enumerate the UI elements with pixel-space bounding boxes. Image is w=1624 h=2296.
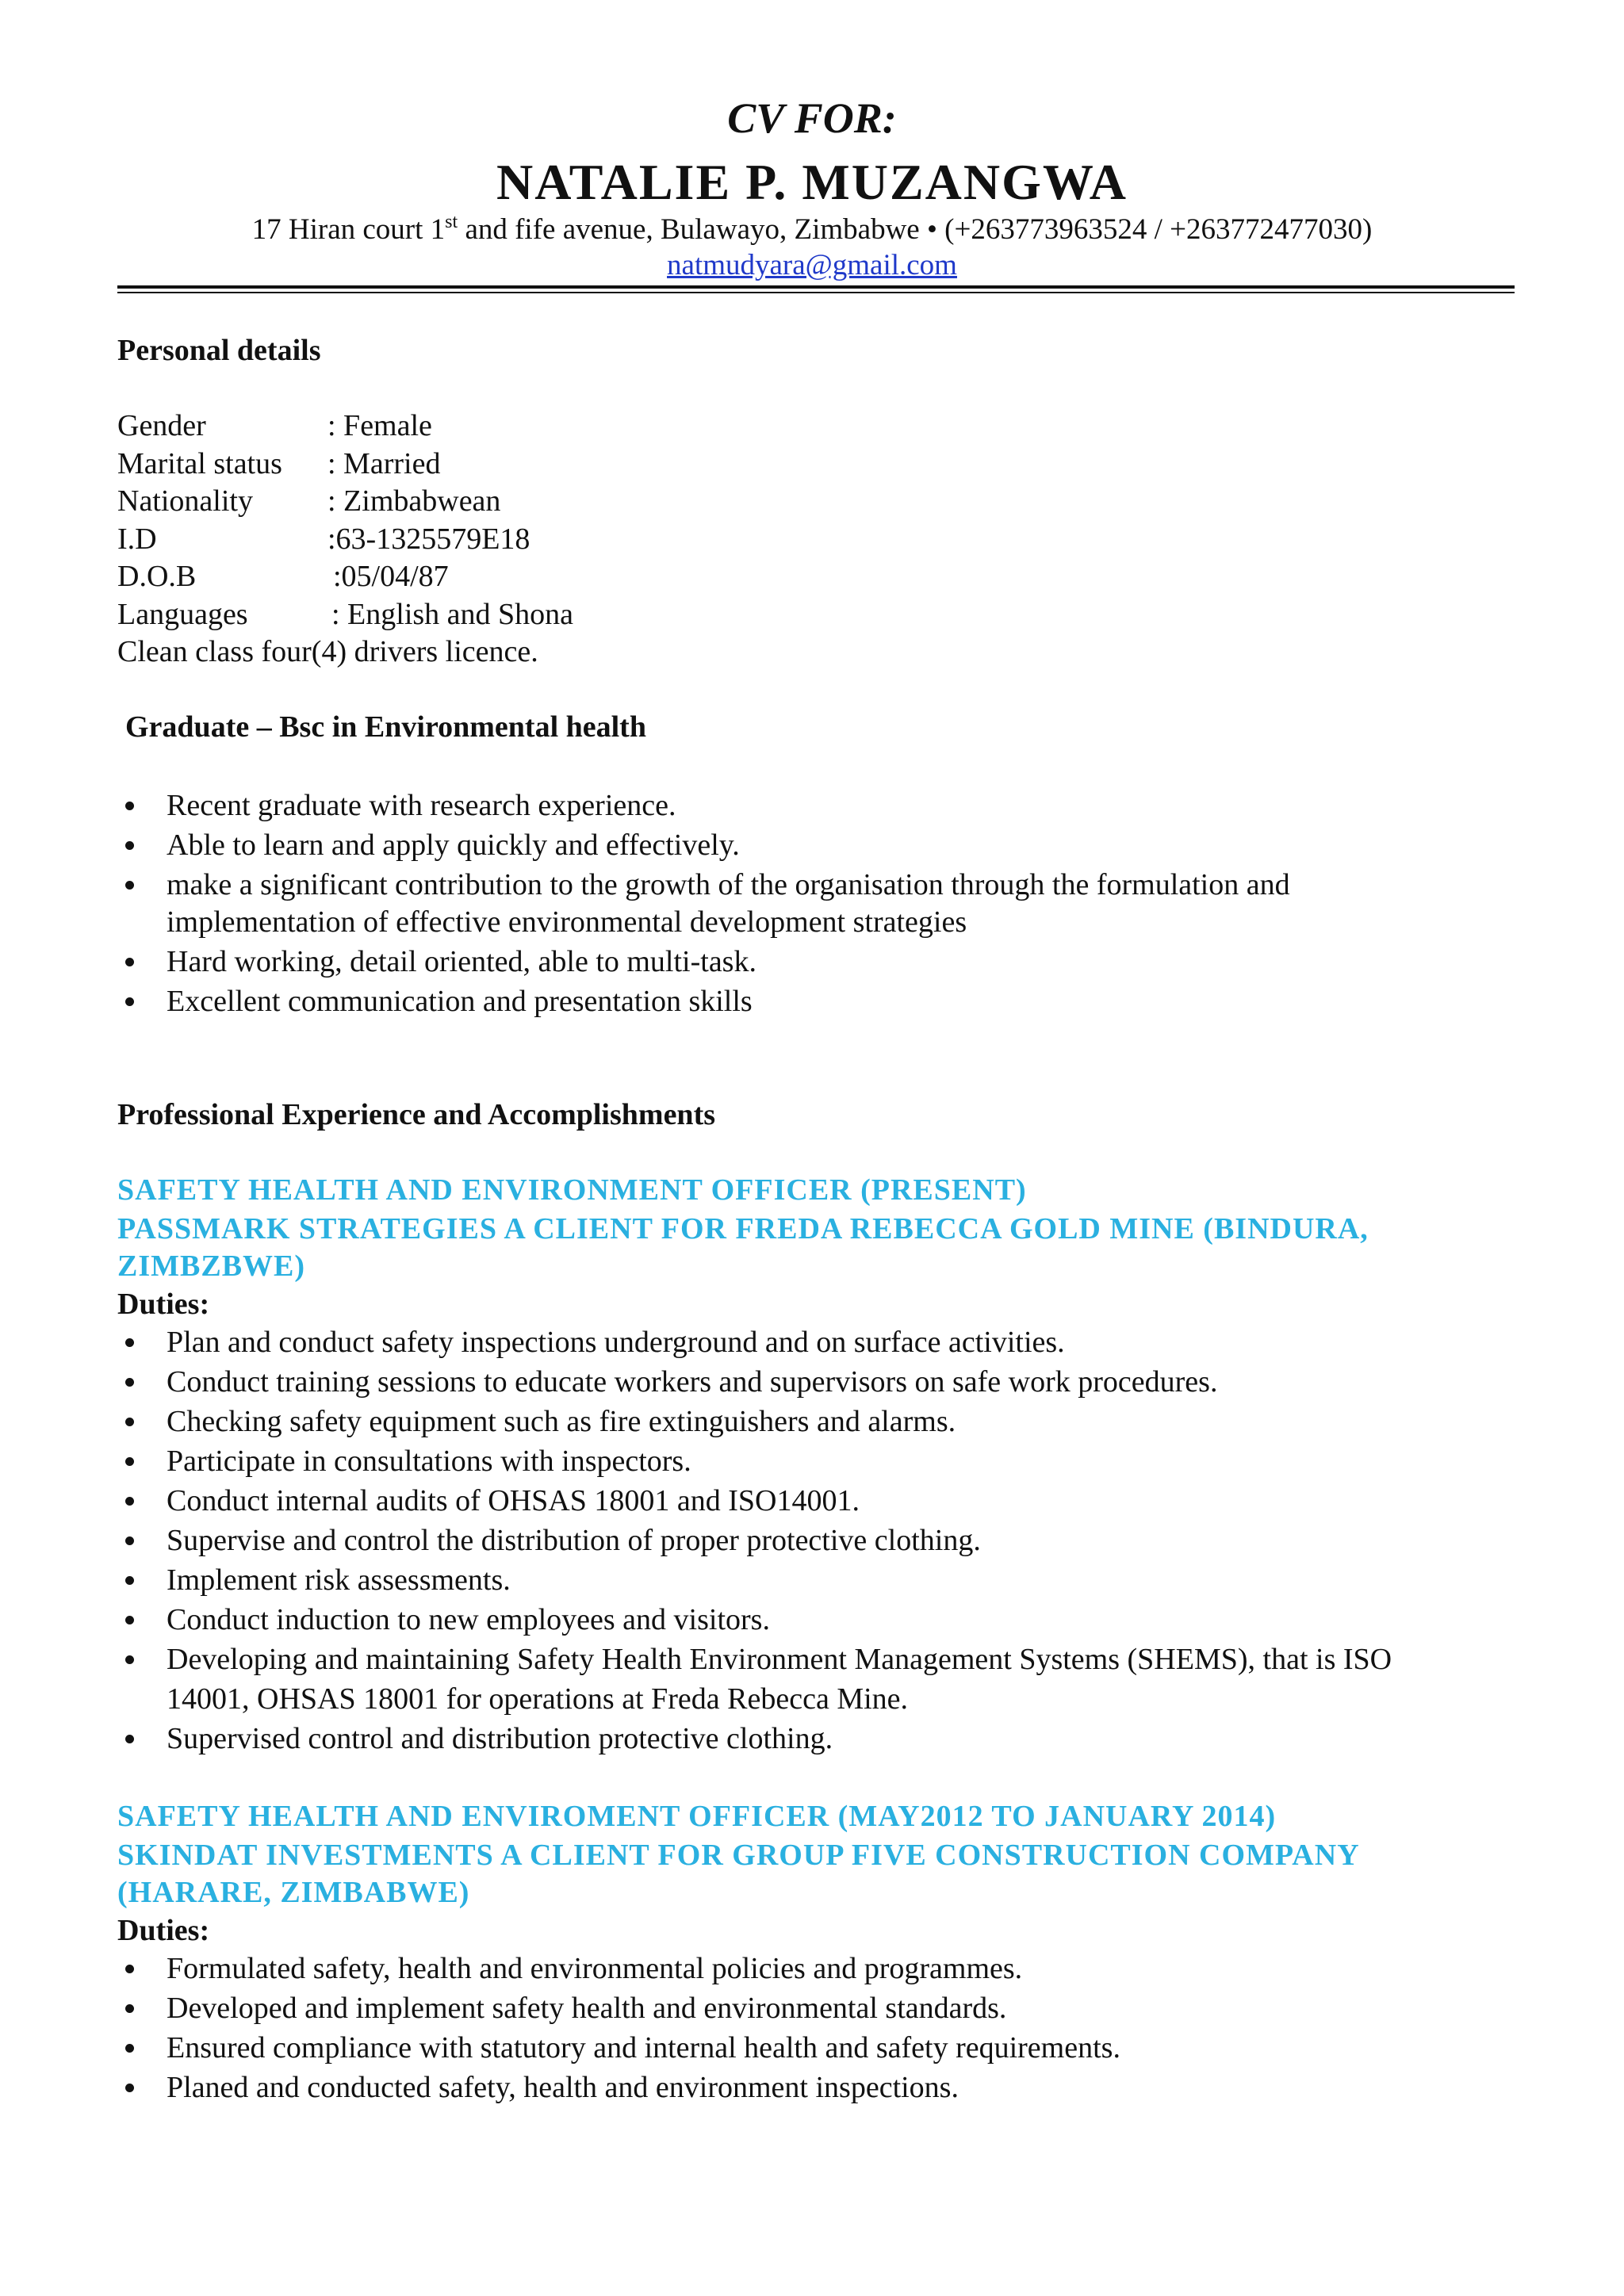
job2-duties-label: Duties: — [117, 1914, 210, 1947]
list-item-text: Hard working, detail oriented, able to multi-task. — [167, 945, 756, 978]
list-item — [117, 1640, 1513, 1679]
bullet-icon — [125, 1616, 134, 1624]
address-post: and fife avenue, Bulawayo, Zimbabwe • (+263773963524 / +263772477030) — [458, 213, 1373, 246]
list-item — [117, 1719, 1513, 1758]
list-item — [117, 1988, 1513, 2028]
bullet-icon — [125, 1378, 134, 1387]
bullet-icon — [125, 2084, 134, 2092]
list-item-text: implementation of effective environmental development strategies — [167, 905, 967, 939]
job2-title-line3: (HARARE, ZIMBABWE) — [117, 1876, 470, 1909]
gender-value: : Female — [327, 409, 432, 442]
bullet-icon — [125, 1576, 134, 1585]
languages-label: Languages — [117, 598, 248, 631]
candidate-name: NATALIE P. MUZANGWA — [496, 154, 1128, 210]
list-item — [117, 1521, 1513, 1560]
bullet-icon — [125, 802, 134, 810]
licence-text: Clean class four(4) drivers licence. — [117, 635, 538, 668]
bullet-icon — [125, 1735, 134, 1743]
bullet-icon — [125, 881, 134, 890]
list-item — [117, 1441, 1513, 1481]
list-item — [117, 865, 1513, 905]
list-item-text: make a significant contribution to the growth of the organisation through the formulation and — [167, 868, 1290, 901]
list-item-text: Supervised control and distribution protective clothing. — [167, 1722, 833, 1755]
address-sup: st — [445, 212, 458, 232]
list-item-text: Excellent communication and presentation skills — [167, 985, 753, 1018]
list-item — [117, 825, 1513, 865]
list-item — [117, 1949, 1513, 1988]
experience-heading: Professional Experience and Accomplishments — [117, 1098, 716, 1131]
list-item — [117, 982, 1513, 1021]
list-item — [117, 1322, 1513, 1362]
header-rule-thick — [117, 285, 1515, 289]
languages-value: : English and Shona — [331, 598, 574, 631]
marital-status-value: : Married — [327, 447, 441, 480]
bullet-icon — [125, 1457, 134, 1466]
dob-value: :05/04/87 — [333, 560, 449, 593]
job2-title-line1: SAFETY HEALTH AND ENVIROMENT OFFICER (MAY2012 TO JANUARY 2014) — [117, 1800, 1277, 1833]
list-item-text: Ensured compliance with statutory and internal health and safety requirements. — [167, 2031, 1120, 2064]
cv-for-title: CV FOR: — [727, 94, 897, 142]
job1-title-line3: ZIMBZBWE) — [117, 1249, 306, 1283]
list-item-text: Developed and implement safety health and environmental standards. — [167, 1992, 1007, 2025]
bullet-icon — [125, 1655, 134, 1664]
bullet-icon — [125, 997, 134, 1006]
job1-title-line2: PASSMARK STRATEGIES A CLIENT FOR FREDA REBECCA GOLD MINE (BINDURA, — [117, 1212, 1369, 1246]
graduate-bullet-list — [117, 786, 1513, 1021]
bullet-icon — [125, 958, 134, 966]
list-item-text: Conduct internal audits of OHSAS 18001 and ISO14001. — [167, 1484, 860, 1517]
list-item-text: Developing and maintaining Safety Health Environment Management Systems (SHEMS), that is ISO — [167, 1643, 1392, 1676]
job1-title-line1: SAFETY HEALTH AND ENVIRONMENT OFFICER (PRESENT) — [117, 1173, 1027, 1207]
list-item-text: Formulated safety, health and environmental policies and programmes. — [167, 1952, 1023, 1985]
list-item — [117, 1560, 1513, 1600]
personal-details-heading: Personal details — [117, 334, 321, 367]
job1-duties-label: Duties: — [117, 1288, 210, 1321]
list-item — [117, 942, 1513, 982]
list-item-text: Supervise and control the distribution of proper protective clothing. — [167, 1524, 981, 1557]
bullet-icon — [125, 2044, 134, 2053]
graduate-heading: Graduate – Bsc in Environmental health — [125, 710, 646, 744]
dob-label: D.O.B — [117, 560, 197, 593]
bullet-icon — [125, 841, 134, 850]
list-item — [117, 1402, 1513, 1441]
list-item-continuation — [117, 902, 1513, 942]
list-item — [117, 1600, 1513, 1640]
list-item-text: Checking safety equipment such as fire extinguishers and alarms. — [167, 1405, 956, 1438]
list-item — [117, 786, 1513, 825]
job2-duties-list — [117, 1949, 1513, 2107]
bullet-icon — [125, 1338, 134, 1347]
list-item-text: Conduct training sessions to educate workers and supervisors on safe work procedures. — [167, 1365, 1218, 1399]
id-value: :63-1325579E18 — [327, 522, 530, 556]
gender-label: Gender — [117, 409, 206, 442]
bullet-icon — [125, 2004, 134, 2013]
bullet-icon — [125, 1965, 134, 1973]
address-pre: 17 Hiran court 1 — [251, 213, 446, 246]
nationality-value: : Zimbabwean — [327, 484, 501, 518]
list-item-text: Planed and conducted safety, health and environment inspections. — [167, 2071, 959, 2104]
list-item — [117, 1362, 1513, 1402]
email-link[interactable]: natmudyara@gmail.com — [667, 249, 957, 281]
list-item-text: Plan and conduct safety inspections underground and on surface activities. — [167, 1326, 1065, 1359]
list-item-text: 14001, OHSAS 18001 for operations at Freda Rebecca Mine. — [167, 1682, 909, 1716]
id-label: I.D — [117, 522, 157, 556]
job1-duties-list — [117, 1322, 1513, 1758]
list-item-text: Recent graduate with research experience. — [167, 789, 676, 822]
list-item-continuation — [117, 1679, 1513, 1719]
bullet-icon — [125, 1536, 134, 1545]
header-rule-thin — [117, 292, 1515, 293]
list-item — [117, 2068, 1513, 2107]
list-item — [117, 1481, 1513, 1521]
nationality-label: Nationality — [117, 484, 253, 518]
bullet-icon — [125, 1497, 134, 1506]
address-line — [0, 212, 1624, 244]
list-item-text: Able to learn and apply quickly and effectively. — [167, 828, 740, 862]
bullet-icon — [125, 1418, 134, 1426]
job2-title-line2: SKINDAT INVESTMENTS A CLIENT FOR GROUP FIVE CONSTRUCTION COMPANY — [117, 1839, 1360, 1872]
list-item-text: Conduct induction to new employees and visitors. — [167, 1603, 770, 1636]
list-item-text: Participate in consultations with inspectors. — [167, 1445, 691, 1478]
list-item-text: Implement risk assessments. — [167, 1563, 511, 1597]
marital-status-label: Marital status — [117, 447, 282, 480]
list-item — [117, 2028, 1513, 2068]
